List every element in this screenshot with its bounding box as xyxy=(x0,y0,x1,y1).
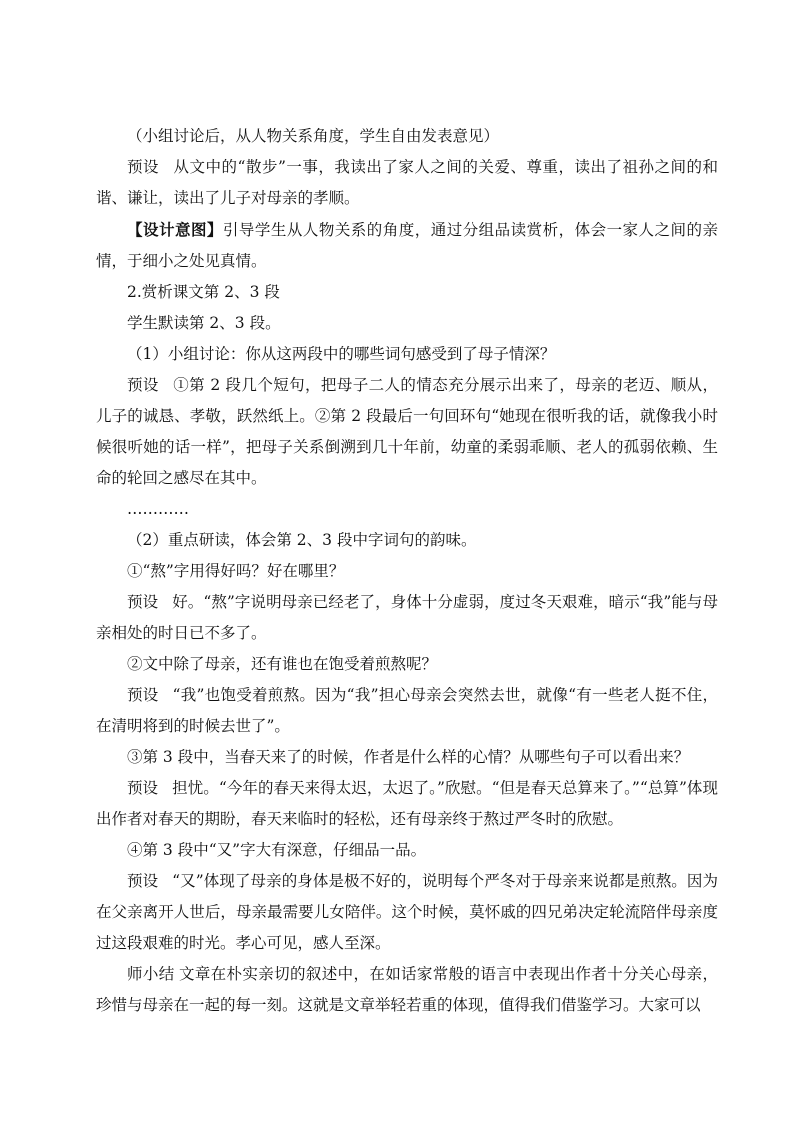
preset-answer-4 xyxy=(96,773,718,835)
preset-answer-2 xyxy=(96,587,718,649)
preset-answer-scene xyxy=(96,152,718,214)
paragraph-text: 担忧。“今年的春天来得太迟，太迟了。”欣慰。“但是春天总算来了。”“总算”体现出作者对春天的期盼，春天来临时的轻松，还有母亲终于熬过严冬时的欣慰。 xyxy=(96,779,718,828)
question-text: ①“熬”字用得好吗？好在哪里？ xyxy=(127,562,345,580)
sub-question-1 xyxy=(96,556,718,587)
preset-answer-1 xyxy=(96,370,718,494)
preset-label: 预设 xyxy=(127,593,159,611)
preset-label: 预设 xyxy=(127,686,159,704)
paragraph-text: 文章在朴实亲切的叙述中，在如话家常般的语言中表现出作者十分关心母亲，珍惜与母亲在一起的每一刻。这就是文章举轻若重的体现，值得我们借鉴学习。大家可以 xyxy=(96,965,718,1014)
paragraph-text: “我”也饱受着煎熬。因为“我”担心母亲会突然去世，就像“有一些老人挺不住，在清明将到的时候去世了”。 xyxy=(96,686,718,735)
ellipsis xyxy=(96,494,718,525)
question-text: （2）重点研读，体会第 2、3 段中字词句的韵味。 xyxy=(127,531,477,549)
design-intent xyxy=(96,214,718,277)
preset-answer-5 xyxy=(96,866,718,959)
paragraph-text: 好。“熬”字说明母亲已经老了，身体十分虚弱，度过冬天艰难，暗示“我”能与母亲相处的时日已不多了。 xyxy=(96,593,718,642)
preset-label: 预设 xyxy=(127,872,159,890)
paragraph-text: 从文中的“散步”一事，我读出了家人之间的关爱、尊重，读出了祖孙之间的和谐、谦让，读出了儿子对母亲的孝顺。 xyxy=(96,158,718,207)
sub-question-4 xyxy=(96,835,718,866)
question-text: ②文中除了母亲，还有谁也在饱受着煎熬呢？ xyxy=(127,655,438,673)
preset-label: 预设 xyxy=(127,158,160,176)
document-page xyxy=(96,121,718,1021)
question-2 xyxy=(96,525,718,556)
question-text: ③第 3 段中，当春天来了的时候，作者是什么样的心情？从哪些句子可以看出来？ xyxy=(127,748,690,766)
question-text: ④第 3 段中“又”字大有深意，仔细品一品。 xyxy=(127,841,427,859)
paragraph-text: “又”体现了母亲的身体是极不好的，说明每个严冬对于母亲来说都是煎熬。因为在父亲离开人世后，母亲最需要儿女陪伴。这个时候，莫怀戚的四兄弟决定轮流陪伴母亲度过这段艰难的时光。孝心可见，感人至深。 xyxy=(96,872,718,952)
question-1 xyxy=(96,339,718,370)
discussion-note xyxy=(96,121,718,152)
section-heading xyxy=(96,277,718,308)
preset-label: 预设 xyxy=(127,779,159,797)
instruction xyxy=(96,308,718,339)
preset-answer-3 xyxy=(96,680,718,742)
paragraph-text: 学生默读第 2、3 段。 xyxy=(127,314,281,332)
section-heading-text: 2.赏析课文第 2、3 段 xyxy=(127,283,280,301)
ellipsis-text: ………… xyxy=(127,500,189,518)
sub-question-3 xyxy=(96,742,718,773)
paragraph-text: ①第 2 段几个短句，把母子二人的情态充分展示出来了，母亲的老迈、顺从，儿子的诚恳、孝敬，跃然纸上。②第 2 段最后一句回环句“她现在很听我的话，就像我小时候很听她的话一样”，把母子关系倒溯到几十年前，幼童的柔弱乖顺、老人的孤弱依赖、生命的轮回之感尽在其中。 xyxy=(96,376,718,487)
design-intent-label: 【设计意图】 xyxy=(127,220,223,239)
paragraph-text: 引导学生从人物关系的角度，通过分组品读赏析，体会一家人之间的亲情，于细小之处见真情。 xyxy=(96,221,718,270)
question-text: （1）小组讨论：你从这两段中的哪些词句感受到了母子情深？ xyxy=(127,345,556,363)
teacher-summary xyxy=(96,959,718,1021)
preset-label: 预设 xyxy=(127,376,159,394)
sub-question-2 xyxy=(96,649,718,680)
paragraph-text: （小组讨论后，从人物关系角度，学生自由发表意见） xyxy=(127,127,500,145)
summary-label: 师小结 xyxy=(127,965,175,983)
